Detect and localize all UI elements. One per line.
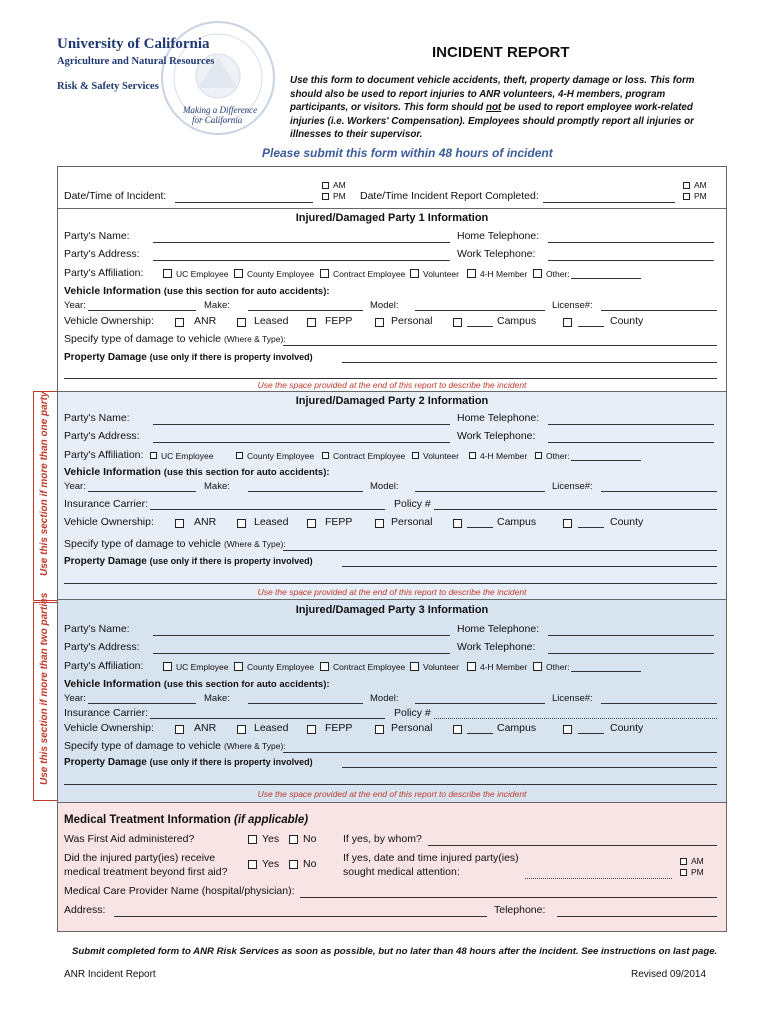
party3-model-field[interactable] xyxy=(415,703,545,704)
personal-label: Personal xyxy=(391,722,433,734)
party1-license-label: License#: xyxy=(552,300,593,311)
party2-home-tel-label: Home Telephone: xyxy=(457,412,540,424)
fepp-label: FEPP xyxy=(325,315,353,327)
4h-member-label: 4-H Member xyxy=(480,662,528,672)
party3-work-tel-label: Work Telephone: xyxy=(457,641,536,653)
party1-license-field[interactable] xyxy=(601,310,717,311)
party1-contract-employee-checkbox[interactable] xyxy=(320,269,329,278)
contract-employee-label: Contract Employee xyxy=(333,269,406,279)
no-label: No xyxy=(303,858,317,870)
medical-telephone-label: Telephone: xyxy=(494,904,546,916)
party2-title: Injured/Damaged Party 2 Information xyxy=(295,395,489,407)
county-label: County xyxy=(610,516,644,528)
county-label: County xyxy=(610,315,644,327)
party3-county-employee-checkbox[interactable] xyxy=(234,662,243,671)
contract-employee-label: Contract Employee xyxy=(333,662,406,672)
party1-damage-label: Specify type of damage to vehicle (Where & Type): xyxy=(64,333,286,345)
yes-label: Yes xyxy=(262,858,280,870)
provider-field[interactable] xyxy=(300,897,717,898)
party2-home-tel-field[interactable] xyxy=(548,424,714,425)
party3-make-label: Make: xyxy=(204,693,230,704)
personal-label: Personal xyxy=(391,315,433,327)
party3-anr-checkbox[interactable] xyxy=(175,725,184,734)
intro-line3: participants, or visitors. This form should not be used to report employee work-related xyxy=(290,102,693,113)
leased-label: Leased xyxy=(254,516,289,528)
party2-uc-employee-checkbox[interactable] xyxy=(150,452,157,459)
party1-county-employee-checkbox[interactable] xyxy=(234,269,243,278)
party1-model-label: Model: xyxy=(370,300,399,311)
party2-anr-checkbox[interactable] xyxy=(175,519,184,528)
party3-license-field[interactable] xyxy=(601,703,717,704)
party1-work-tel-label: Work Telephone: xyxy=(457,248,536,260)
party1-personal-checkbox[interactable] xyxy=(375,318,384,327)
completed-am-checkbox[interactable] xyxy=(683,182,690,189)
county-employee-label: County Employee xyxy=(247,662,315,672)
fepp-label: FEPP xyxy=(325,516,353,528)
party3-policy-field[interactable] xyxy=(434,718,717,719)
party2-county-employee-checkbox[interactable] xyxy=(236,452,243,459)
party2-name-label: Party's Name: xyxy=(64,412,130,424)
party1-year-field[interactable] xyxy=(88,310,196,311)
party3-property-label: Property Damage (use only if there is property involved) xyxy=(64,757,313,768)
party2-address-field[interactable] xyxy=(153,442,450,443)
pm-label: PM xyxy=(691,867,704,877)
am-label: AM xyxy=(694,180,707,190)
party3-damage-label: Specify type of damage to vehicle (Where & Type): xyxy=(64,740,286,752)
volunteer-label: Volunteer xyxy=(423,269,459,279)
report-completed-field[interactable] xyxy=(543,202,675,203)
sought-attention-label-1: If yes, date and time injured party(ies) xyxy=(343,852,519,864)
no-label: No xyxy=(303,833,317,845)
campus-label: Campus xyxy=(497,516,537,528)
party2-other-checkbox[interactable] xyxy=(535,452,542,459)
party2-license-label: License#: xyxy=(552,481,593,492)
medical-address-label: Address: xyxy=(64,904,106,916)
party2-ownership-label: Vehicle Ownership: xyxy=(64,516,154,528)
volunteer-label: Volunteer xyxy=(423,451,459,461)
party3-space-note: Use the space provided at the end of this report to describe the incident xyxy=(257,789,527,799)
party2-county-field[interactable] xyxy=(578,527,604,528)
medical-address-field[interactable] xyxy=(114,916,487,917)
party2-name-field[interactable] xyxy=(153,424,450,425)
party1-volunteer-checkbox[interactable] xyxy=(410,269,419,278)
beyond-no-checkbox[interactable] xyxy=(289,860,298,869)
party3-uc-employee-checkbox[interactable] xyxy=(163,662,172,671)
party3-license-label: License#: xyxy=(552,693,593,704)
party3-name-field[interactable] xyxy=(153,635,450,636)
party2-personal-checkbox[interactable] xyxy=(375,519,384,528)
am-label: AM xyxy=(333,180,346,190)
party1-vehicle-heading: Vehicle Information (use this section for auto accidents): xyxy=(64,285,330,297)
party3-vehicle-heading: Vehicle Information (use this section for auto accidents): xyxy=(64,678,330,690)
party3-contract-employee-checkbox[interactable] xyxy=(320,662,329,671)
medical-telephone-field[interactable] xyxy=(557,916,717,917)
footer-form-name: ANR Incident Report xyxy=(64,969,156,980)
uc-employee-label: UC Employee xyxy=(176,662,229,672)
party2-leased-checkbox[interactable] xyxy=(237,519,246,528)
report-completed-label: Date/Time Incident Report Completed: xyxy=(360,190,539,202)
sought-am-checkbox[interactable] xyxy=(680,858,687,865)
party1-damage-field[interactable] xyxy=(283,345,717,346)
by-whom-label: If yes, by whom? xyxy=(343,833,422,845)
party3-bracket-bottom xyxy=(33,800,57,801)
am-label: AM xyxy=(691,856,704,866)
party2-vehicle-heading: Vehicle Information (use this section for auto accidents): xyxy=(64,466,330,478)
party3-make-field[interactable] xyxy=(248,703,363,704)
party1-anr-checkbox[interactable] xyxy=(175,318,184,327)
party1-ownership-label: Vehicle Ownership: xyxy=(64,315,154,327)
date-of-incident-label: Date/Time of Incident: xyxy=(64,190,167,202)
party2-work-tel-label: Work Telephone: xyxy=(457,430,536,442)
personal-label: Personal xyxy=(391,516,433,528)
sought-pm-checkbox[interactable] xyxy=(680,869,687,876)
party3-property-field[interactable] xyxy=(342,767,717,768)
other-label: Other: xyxy=(546,662,570,672)
footer-revision: Revised 09/2014 xyxy=(631,969,707,980)
other-label: Other: xyxy=(546,269,570,279)
party3-personal-checkbox[interactable] xyxy=(375,725,384,734)
party2-policy-field[interactable] xyxy=(434,509,717,510)
incident-am-checkbox[interactable] xyxy=(322,182,329,189)
party2-model-field[interactable] xyxy=(415,491,545,492)
party1-name-label: Party's Name: xyxy=(64,230,130,242)
4h-member-label: 4-H Member xyxy=(480,451,528,461)
by-whom-field[interactable] xyxy=(428,845,717,846)
party1-4h-checkbox[interactable] xyxy=(467,269,476,278)
party3-address-label: Party's Address: xyxy=(64,641,140,653)
party2-contract-employee-checkbox[interactable] xyxy=(322,452,329,459)
party1-fepp-checkbox[interactable] xyxy=(307,318,316,327)
party3-damage-field[interactable] xyxy=(283,752,717,753)
beyond-first-aid-label-1: Did the injured party(ies) receive xyxy=(64,852,216,864)
party1-affiliation-label: Party's Affiliation: xyxy=(64,267,144,279)
party2-policy-label: Policy # xyxy=(394,498,431,510)
party1-property-label: Property Damage (use only if there is property involved) xyxy=(64,352,313,363)
uc-employee-label: UC Employee xyxy=(176,269,229,279)
party1-address-label: Party's Address: xyxy=(64,248,140,260)
party3-side-bracket xyxy=(33,602,34,801)
party3-year-field[interactable] xyxy=(88,703,196,704)
volunteer-label: Volunteer xyxy=(423,662,459,672)
party3-affiliation-label: Party's Affiliation: xyxy=(64,660,144,672)
campus-label: Campus xyxy=(497,722,537,734)
party1-county-field[interactable] xyxy=(578,326,604,327)
party2-county-checkbox[interactable] xyxy=(563,519,572,528)
party2-year-field[interactable] xyxy=(88,491,196,492)
party2-side-bracket xyxy=(33,391,34,601)
county-employee-label: County Employee xyxy=(247,451,315,461)
contract-employee-label: Contract Employee xyxy=(333,451,406,461)
party1-make-field[interactable] xyxy=(248,310,363,311)
party2-4h-checkbox[interactable] xyxy=(469,452,476,459)
party1-year-label: Year: xyxy=(64,300,86,311)
party3-name-label: Party's Name: xyxy=(64,623,130,635)
party1-home-tel-label: Home Telephone: xyxy=(457,230,540,242)
party2-volunteer-checkbox[interactable] xyxy=(412,452,419,459)
intro-line5: illnesses to their supervisor. xyxy=(290,129,423,140)
sought-attention-label-2: sought medical attention: xyxy=(343,866,460,878)
anr-label: ANR xyxy=(194,516,217,528)
anr-label: ANR xyxy=(194,722,217,734)
leased-label: Leased xyxy=(254,315,289,327)
intro-line2: should also be used to report injuries to ANR volunteers, 4-H members, program xyxy=(290,89,666,100)
party1-property-field-2[interactable] xyxy=(64,378,717,379)
party3-other-field[interactable] xyxy=(571,671,641,672)
party3-policy-label: Policy # xyxy=(394,707,431,719)
party3-volunteer-checkbox[interactable] xyxy=(410,662,419,671)
sought-attention-field[interactable] xyxy=(525,878,672,879)
party1-work-tel-field[interactable] xyxy=(548,260,714,261)
party2-insurance-field[interactable] xyxy=(150,509,385,510)
incident-pm-checkbox[interactable] xyxy=(322,193,329,200)
party1-campus-checkbox[interactable] xyxy=(453,318,462,327)
page-title: INCIDENT REPORT xyxy=(432,44,570,61)
party3-title: Injured/Damaged Party 3 Information xyxy=(295,604,489,616)
party2-make-label: Make: xyxy=(204,481,230,492)
party3-home-tel-label: Home Telephone: xyxy=(457,623,540,635)
party1-property-field[interactable] xyxy=(342,362,717,363)
party3-insurance-field[interactable] xyxy=(150,718,385,719)
party1-campus-field[interactable] xyxy=(467,326,493,327)
party2-address-label: Party's Address: xyxy=(64,430,140,442)
party3-ownership-label: Vehicle Ownership: xyxy=(64,722,154,734)
party1-name-field[interactable] xyxy=(153,242,450,243)
party2-damage-label: Specify type of damage to vehicle (Where & Type): xyxy=(64,538,286,550)
party2-make-field[interactable] xyxy=(248,491,363,492)
party2-license-field[interactable] xyxy=(601,491,717,492)
party1-title: Injured/Damaged Party 1 Information xyxy=(295,212,489,224)
campus-label: Campus xyxy=(497,315,537,327)
party1-county-checkbox[interactable] xyxy=(563,318,572,327)
party2-work-tel-field[interactable] xyxy=(548,442,714,443)
party2-campus-checkbox[interactable] xyxy=(453,519,462,528)
fepp-label: FEPP xyxy=(325,722,353,734)
org-subtitle: Agriculture and Natural Resources xyxy=(57,56,215,67)
medical-title: Medical Treatment Information (if applicable) xyxy=(64,814,309,826)
first-aid-label: Was First Aid administered? xyxy=(64,833,195,845)
org-department: Risk & Safety Services xyxy=(57,81,159,92)
date-of-incident-field[interactable] xyxy=(175,202,313,203)
party3-leased-checkbox[interactable] xyxy=(237,725,246,734)
anr-label: ANR xyxy=(194,315,217,327)
party1-space-note: Use the space provided at the end of this report to describe the incident xyxy=(257,380,527,390)
beyond-first-aid-label-2: medical treatment beyond first aid? xyxy=(64,866,228,878)
party1-home-tel-field[interactable] xyxy=(548,242,714,243)
org-name: University of California xyxy=(57,36,210,52)
tagline-line2: for California xyxy=(192,115,243,125)
first-aid-yes-checkbox[interactable] xyxy=(248,835,257,844)
party3-address-field[interactable] xyxy=(153,653,450,654)
party3-year-label: Year: xyxy=(64,693,86,704)
party3-campus-field[interactable] xyxy=(467,733,493,734)
uc-employee-label: UC Employee xyxy=(161,451,214,461)
beyond-yes-checkbox[interactable] xyxy=(248,860,257,869)
party1-model-field[interactable] xyxy=(415,310,545,311)
party3-campus-checkbox[interactable] xyxy=(453,725,462,734)
party2-other-field[interactable] xyxy=(571,460,641,461)
party2-side-label: Use this section if more than one party xyxy=(39,391,50,576)
pm-label: PM xyxy=(694,191,707,201)
pm-label: PM xyxy=(333,191,346,201)
party1-other-checkbox[interactable] xyxy=(533,269,542,278)
party3-other-checkbox[interactable] xyxy=(533,662,542,671)
party1-leased-checkbox[interactable] xyxy=(237,318,246,327)
party2-year-label: Year: xyxy=(64,481,86,492)
yes-label: Yes xyxy=(262,833,280,845)
party2-space-note: Use the space provided at the end of this report to describe the incident xyxy=(257,587,527,597)
party3-work-tel-field[interactable] xyxy=(548,653,714,654)
county-employee-label: County Employee xyxy=(247,269,315,279)
party2-insurance-label: Insurance Carrier: xyxy=(64,498,149,510)
party2-damage-field[interactable] xyxy=(283,550,717,551)
completed-pm-checkbox[interactable] xyxy=(683,193,690,200)
leased-label: Leased xyxy=(254,722,289,734)
party3-home-tel-field[interactable] xyxy=(548,635,714,636)
other-label: Other: xyxy=(546,451,570,461)
party2-model-label: Model: xyxy=(370,481,399,492)
party3-4h-checkbox[interactable] xyxy=(467,662,476,671)
first-aid-no-checkbox[interactable] xyxy=(289,835,298,844)
party2-affiliation-label: Party's Affiliation: xyxy=(64,449,144,461)
party3-model-label: Model: xyxy=(370,693,399,704)
party3-fepp-checkbox[interactable] xyxy=(307,725,316,734)
party2-fepp-checkbox[interactable] xyxy=(307,519,316,528)
submit-within-note: Please submit this form within 48 hours of incident xyxy=(262,146,553,160)
party1-other-field[interactable] xyxy=(571,278,641,279)
footer-note: Submit completed form to ANR Risk Services as soon as possible, but no later than 48 hours after the incident. See instructions on last page. xyxy=(72,946,718,957)
party1-address-field[interactable] xyxy=(153,260,450,261)
tagline-line1: Making a Difference xyxy=(183,105,258,115)
party3-county-field[interactable] xyxy=(578,733,604,734)
provider-label: Medical Care Provider Name (hospital/physician): xyxy=(64,885,295,897)
party3-property-field-2[interactable] xyxy=(64,784,717,785)
party2-property-label: Property Damage (use only if there is property involved) xyxy=(64,556,313,567)
intro-line4: injuries (i.e. Workers' Compensation). Employees should promptly report all injuries or xyxy=(290,116,694,127)
party2-property-field[interactable] xyxy=(342,566,717,567)
party1-make-label: Make: xyxy=(204,300,230,311)
intro-line1: Use this form to document vehicle accidents, theft, property damage or loss. This form xyxy=(290,75,695,86)
4h-member-label: 4-H Member xyxy=(480,269,528,279)
county-label: County xyxy=(610,722,644,734)
party1-uc-employee-checkbox[interactable] xyxy=(163,269,172,278)
party2-campus-field[interactable] xyxy=(467,527,493,528)
party3-insurance-label: Insurance Carrier: xyxy=(64,707,149,719)
party3-county-checkbox[interactable] xyxy=(563,725,572,734)
party3-side-label: Use this section if more than two parties xyxy=(39,592,50,785)
party2-property-field-2[interactable] xyxy=(64,583,717,584)
